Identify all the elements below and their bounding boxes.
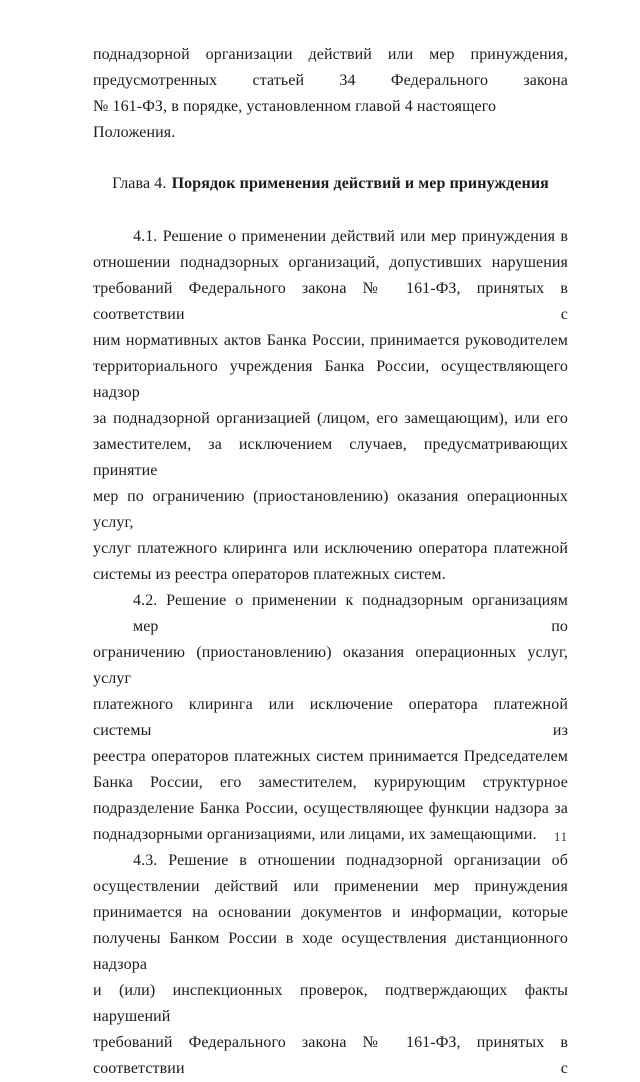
section-4-1-paragraph xyxy=(93,224,568,588)
section-4-3-paragraph xyxy=(93,848,568,1082)
paragraph-line: осуществлении действий или применении мер принуждения xyxy=(93,878,568,895)
paragraph-line: принимается на основании документов и информации, которые xyxy=(93,904,568,921)
page-number: 11 xyxy=(553,830,568,844)
paragraph-line: системы из реестра операторов платежных систем. xyxy=(93,566,446,583)
paragraph-line: поднадзорной организации действий или мер принуждения, xyxy=(93,46,568,63)
paragraph-line: платежного клиринга или исключение оператора платежной системы из xyxy=(93,696,568,739)
paragraph-line: мер по ограничению (приостановлению) оказания операционных услуг, xyxy=(93,488,568,531)
chapter-heading-title: Порядок применения действий и мер принуждения xyxy=(171,175,549,192)
paragraph-line: заместителем, за исключением случаев, предусматривающих принятие xyxy=(93,436,568,479)
paragraph-line: 4.3. Решение в отношении поднадзорной организации об xyxy=(133,852,568,869)
paragraph-line: ним нормативных актов Банка России, принимается руководителем xyxy=(93,332,568,349)
paragraph-line: № 161-ФЗ, в порядке, установленном главой 4 настоящего Положения. xyxy=(93,98,497,141)
paragraph-line: 4.2. Решение о применении к поднадзорным организациям мер по xyxy=(133,592,568,635)
text-block xyxy=(93,42,568,1082)
paragraph-line: ограничению (приостановлению) оказания операционных услуг, услуг xyxy=(93,644,568,687)
paragraph-line: услуг платежного клиринга или исключению оператора платежной xyxy=(93,540,568,557)
paragraph-line: и (или) инспекционных проверок, подтверждающих факты нарушений xyxy=(93,982,568,1025)
chapter-heading xyxy=(93,171,568,197)
paragraph-line: реестра операторов платежных систем принимается Председателем xyxy=(93,748,568,765)
paragraph-line: территориального учреждения Банка России, осуществляющего надзор xyxy=(93,358,568,401)
paragraph-line: за поднадзорной организацией (лицом, его замещающим), или его xyxy=(93,410,568,427)
paragraph-line: требований Федерального закона № 161-ФЗ, принятых в соответствии с xyxy=(93,280,568,323)
paragraph-line: поднадзорными организациями, или лицами, их замещающими. xyxy=(93,826,537,843)
paragraph-line: требований Федерального закона № 161-ФЗ, принятых в соответствии с xyxy=(93,1034,568,1077)
paragraph-line: Банка России, его заместителем, курирующим структурное xyxy=(93,774,568,791)
paragraph-line: подразделение Банка России, осуществляющее функции надзора за xyxy=(93,800,568,817)
intro-paragraph xyxy=(93,42,568,146)
paragraph-line: предусмотренных статьей 34 Федерального закона xyxy=(93,72,568,89)
paragraph-line: получены Банком России в ходе осуществления дистанционного надзора xyxy=(93,930,568,973)
paragraph-line: 4.1. Решение о применении действий или мер принуждения в xyxy=(133,228,568,245)
section-4-2-paragraph xyxy=(93,588,568,848)
paragraph-line: отношении поднадзорных организаций, допустивших нарушения xyxy=(93,254,568,271)
chapter-heading-number: Глава 4. xyxy=(112,175,167,192)
